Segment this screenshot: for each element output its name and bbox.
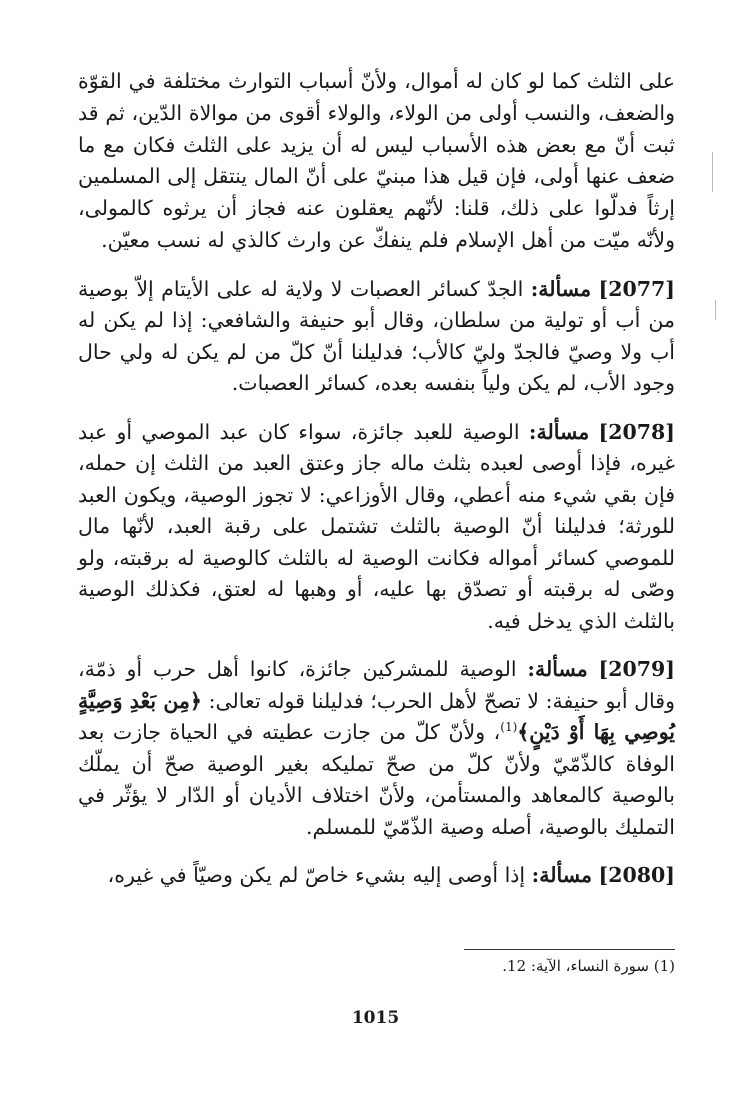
scan-artifact-line: [715, 300, 716, 320]
intro-paragraph: على الثلث كما لو كان له أموال، ولأنّ أسباب التوارث مختلفة في القوّة والضعف، والنسب أولى من الولاء، والولاء أقوى من موالاة الدّين، ثم قد ثبت أنّ مع بعض هذه الأسباب ليس له أن يزيد على الثلث فكان مع ما ضعف عنها أولى، فإن قيل هذا مبنيّ على أنّ المال ينتقل إلى المسلمين إرثاً فدلّوا على ذلك، قلنا: لأنّهم يعقلون عنه فجاز أن يرثوه كالمولى، ولأنّه ميّت من أهل الإسلام فلم ينفكّ عن وارث كالذي له نسب معيّن.: [78, 69, 675, 252]
issue-label: مسألة:: [527, 657, 588, 682]
issue-2078: [78, 417, 675, 638]
issue-number: [2079]: [598, 657, 675, 682]
footnote-reference[interactable]: (1): [500, 720, 518, 735]
issue-text: الجدّ كسائر العصبات لا ولاية له على الأيتام إلاّ بوصية من أب أو تولية من سلطان، وقال أبو حنيفة والشافعي: إذا لم يكن له أب ولا وصيّ فالجدّ وليّ كالأب؛ فدليلنا أنّ كلّ من لم يكن له ولي حال وجود الأب، لم يكن ولياً بنفسه بعده، كسائر العصبات.: [78, 276, 675, 396]
main-text-column: [78, 66, 675, 909]
issue-text: إذا أوصى إليه بشيء خاصّ لم يكن وصيّاً في غيره،: [107, 863, 526, 888]
issue-number: [2078]: [598, 419, 675, 444]
issue-text-after: ، ولأنّ كلّ من جازت عطيته في الحياة جازت بعد الوفاة كالذّمّيّ ولأنّ كلّ من صحّ تمليكه بغير الوصية صحّ أن يملّك بالوصية كالمعاهد والمستأمن، ولأنّ اختلاف الأديان أو الدّار لا يؤثّر في التمليك بالوصية، أصله وصية الذّمّيّ للمسلم.: [78, 720, 675, 839]
issue-text-before: الوصية للمشركين جائزة، كانوا أهل حرب أو ذمّة، وقال أبو حنيفة: لا تصحّ لأهل الحرب؛ فدليلنا قوله تعالى:: [78, 657, 675, 713]
footnote-number: (1): [653, 957, 675, 975]
issue-label: مسألة:: [531, 863, 592, 888]
page-number: 1015: [351, 1008, 400, 1028]
footnote: [78, 954, 675, 978]
issue-text: الوصية للعبد جائزة، سواء كان عبد الموصي أو عبد غيره، فإذا أوصى لعبده بثلث ماله جاز وعتق العبد من الثلث إن حمله، فإن بقي شيء منه أعطي، وقال الأوزاعي: لا تجوز الوصية، ويكون العبد للورثة؛ فدليلنا أنّ الوصية بالثلث تشتمل على رقبة العبد، لأنّها مال للموصي كسائر أمواله فكانت الوصية له بالثلث كالوصية له برقبته، ولو وصّى له برقبته أو تصدّق بها عليه، أو وهبها له لعتق، فكذلك الوصية بالثلث الذي يدخل فيه.: [78, 419, 675, 633]
issue-label: مسألة:: [528, 419, 590, 444]
issue-number: [2080]: [598, 863, 675, 888]
issue-2077: [78, 274, 675, 400]
issue-2080: [78, 860, 675, 892]
footnote-separator: [464, 949, 675, 950]
quran-verse: ﴿مِن بَعْدِ وَصِيَّةٍ يُوصِي بِهَا أَوْ دَيْنٍ﴾: [78, 688, 675, 745]
issue-number: [2077]: [598, 276, 675, 301]
footnote-text: سورة النساء، الآية: 12.: [502, 957, 649, 975]
issue-2079: [78, 654, 675, 843]
scan-artifact-line: [712, 152, 713, 192]
issue-label: مسألة:: [530, 276, 592, 301]
